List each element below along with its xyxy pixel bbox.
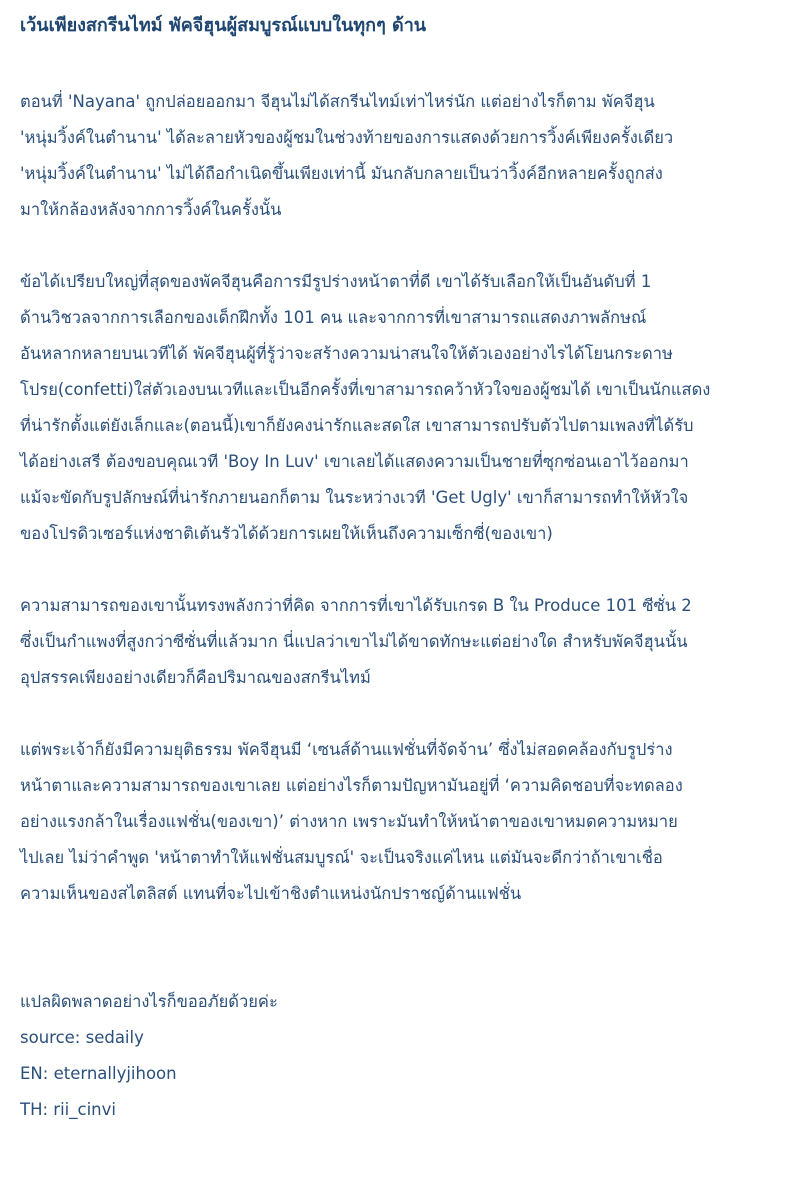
paragraph-spacer — [20, 552, 780, 588]
paragraph-line: ซึ่งเป็นกำแพงที่สูงกว่าซีซั่นที่แล้วมาก นี่แปลว่าเขาไม่ได้ขาดทักษะแต่อย่างใด สำหรับพัคจีฮุนนั้น — [20, 632, 688, 651]
paragraph-line: ความเห็นของสไตลิสต์ แทนที่จะไปเข้าชิงตำแหน่งนักปราชญ์ด้านแฟชั่น — [20, 884, 522, 903]
paragraph-line: ที่น่ารักตั้งแต่ยังเล็กและ(ตอนนี้)เขาก็ยังคงน่ารักและสดใส เขาสามารถปรับตัวไปตามเพลงที่ได้รับ — [20, 416, 694, 435]
english-translator-credit: EN: eternallyjihoon — [20, 1064, 177, 1083]
paragraph-line: ความสามารถของเขานั้นทรงพลังกว่าที่คิด จากการที่เขาได้รับเกรด B ใน Produce 101 ซีซั่น 2 — [20, 596, 692, 615]
paragraph-line: ด้านวิชวลจากการเลือกของเด็กฝึกทั้ง 101 คน และจากการที่เขาสามารถแสดงภาพลักษณ์ — [20, 308, 647, 327]
source-credit: source: sedaily — [20, 1028, 144, 1047]
article-credits — [20, 984, 780, 1128]
paragraph-spacer — [20, 912, 780, 984]
paragraph-line: ได้อย่างเสรี ต้องขอบคุณเวที 'Boy In Luv' เขาเลยได้แสดงความเป็นชายที่ซุกซ่อนเอาไว้ออกมา — [20, 452, 689, 471]
article-paragraph-2 — [20, 264, 780, 552]
paragraph-spacer — [20, 696, 780, 732]
paragraph-line: โปรย(confetti)ใส่ตัวเองบนเวทีและเป็นอีกครั้งที่เขาสามารถคว้าหัวใจของผู้ชมได้ เขาเป็นนักแสดง — [20, 380, 711, 399]
paragraph-line: 'หนุ่มวิ้งค์ในตำนาน' ไม่ได้ถือกำเนิดขึ้นเพียงเท่านี้ มันกลับกลายเป็นว่าวิ้งค์อีกหลายครั้งถูกส่ง — [20, 164, 663, 183]
article-title: เว้นเพียงสกรีนไทม์ พัคจีฮุนผู้สมบูรณ์แบบในทุกๆ ด้าน — [20, 15, 427, 36]
paragraph-spacer — [20, 228, 780, 264]
thai-translator-credit: TH: rii_cinvi — [20, 1100, 116, 1119]
article-paragraph-4 — [20, 732, 780, 912]
translation-apology: แปลผิดพลาดอย่างไรก็ขออภัยด้วยค่ะ — [20, 992, 278, 1011]
paragraph-line: อย่างแรงกล้าในเรื่องแฟชั่น(ของเขา)’ ต่างหาก เพราะมันทำให้หน้าตาของเขาหมดความหมาย — [20, 812, 678, 831]
paragraph-line: แม้จะขัดกับรูปลักษณ์ที่น่ารักภายนอกก็ตาม ในระหว่างเวที 'Get Ugly' เขาก็สามารถทำให้หัวใจ — [20, 488, 689, 507]
paragraph-line: อุปสรรคเพียงอย่างเดียวก็คือปริมาณของสกรีนไทม์ — [20, 668, 371, 687]
paragraph-line: แต่พระเจ้าก็ยังมีความยุติธรรม พัคจีฮุนมี ‘เซนส์ด้านแฟชั่นที่จัดจ้าน’ ซึ่งไม่สอดคล้องกับรูปร่าง — [20, 740, 673, 759]
article-paragraph-3 — [20, 588, 780, 696]
paragraph-line: อันหลากหลายบนเวทีได้ พัคจีฮุนผู้ที่รู้ว่าจะสร้างความน่าสนใจให้ตัวเองอย่างไรได้โยนกระดาษ — [20, 344, 673, 363]
paragraph-line: 'หนุ่มวิ้งค์ในตำนาน' ได้ละลายหัวของผู้ชมในช่วงท้ายของการแสดงด้วยการวิ้งค์เพียงครั้งเดียว — [20, 128, 674, 147]
paragraph-line: ของโปรดิวเซอร์แห่งชาติเต้นรัวได้ด้วยการเผยให้เห็นถึงความเซ็กซี่(ของเขา) — [20, 524, 553, 543]
paragraph-line: ตอนที่ 'Nayana' ถูกปล่อยออกมา จีฮุนไม่ได้สกรีนไทม์เท่าไหร่นัก แต่อย่างไรก็ตาม พัคจีฮุน — [20, 92, 655, 111]
paragraph-line: ข้อได้เปรียบใหญ่ที่สุดของพัคจีฮุนคือการมีรูปร่างหน้าตาที่ดี เขาได้รับเลือกให้เป็นอันดับที่ 1 — [20, 272, 652, 291]
paragraph-line: มาให้กล้องหลังจากการวิ้งค์ในครั้งนั้น — [20, 200, 282, 219]
paragraph-line: ไปเลย ไม่ว่าคำพูด 'หน้าตาทำให้แฟชั่นสมบูรณ์' จะเป็นจริงแค่ไหน แต่มันจะดีกว่าถ้าเขาเชื่อ — [20, 848, 663, 867]
paragraph-line: หน้าตาและความสามารถของเขาเลย แต่อย่างไรก็ตามปัญหามันอยู่ที่ ‘ความคิดชอบที่จะทดลอง — [20, 776, 683, 795]
article-paragraph-1 — [20, 84, 780, 228]
